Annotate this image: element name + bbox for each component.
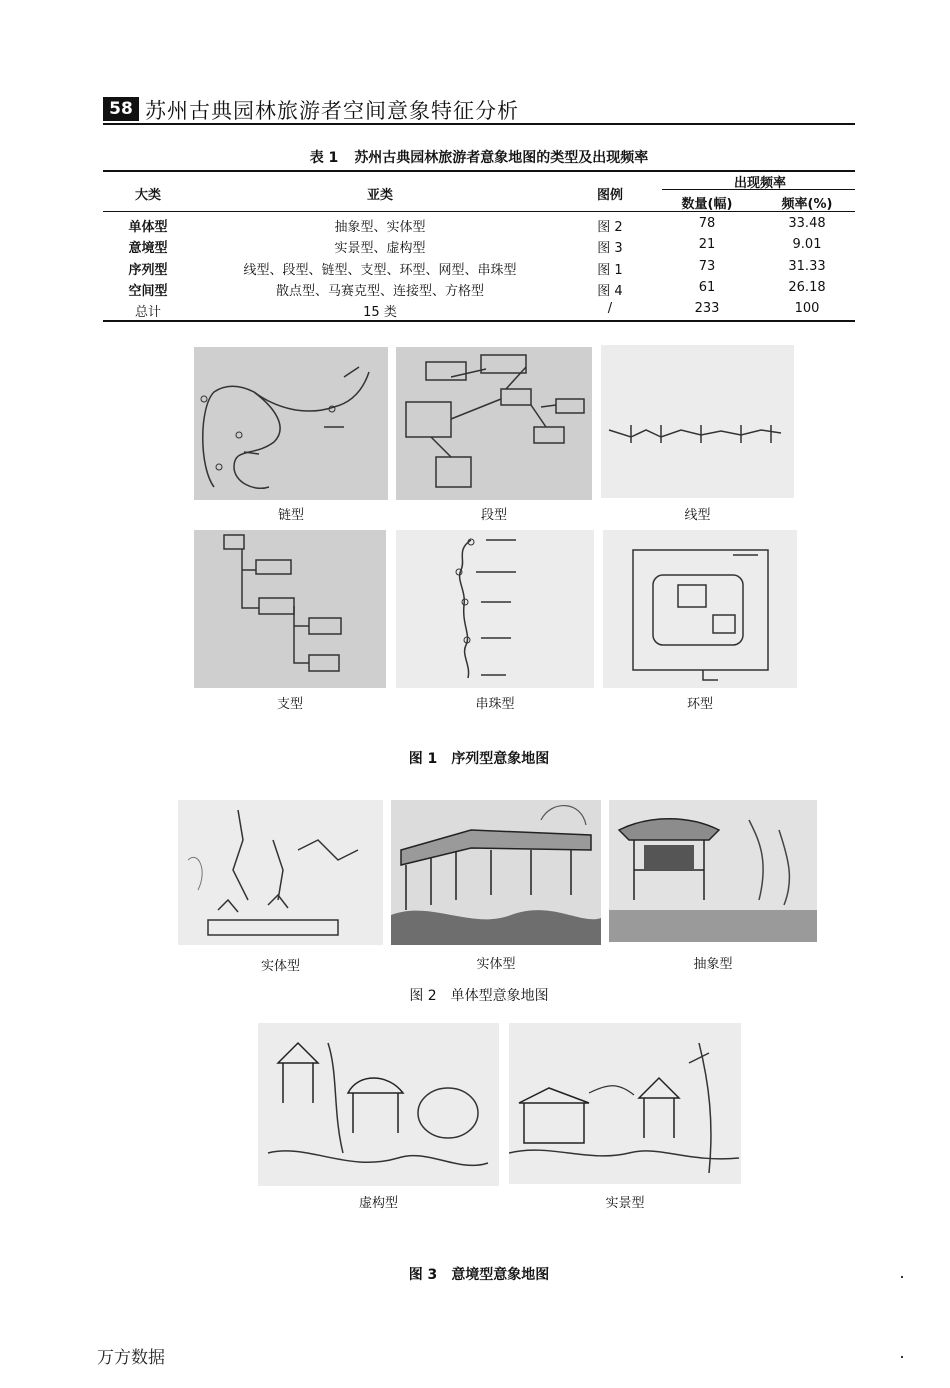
table-cell: 图 2 bbox=[597, 220, 623, 235]
sketch-panel-branch bbox=[194, 530, 386, 688]
beads-sketch bbox=[396, 530, 594, 688]
figure2-number: 图 2 bbox=[409, 988, 437, 1004]
table-cell: 单体型 bbox=[128, 220, 168, 235]
table-cell: 总计 bbox=[134, 305, 161, 320]
panel-label: 环型 bbox=[686, 697, 713, 712]
sketch-panel-chain bbox=[194, 347, 388, 500]
sketch-panel-beads bbox=[396, 530, 594, 688]
table-cell: 100 bbox=[794, 301, 820, 316]
table-cell: 9.01 bbox=[792, 237, 822, 252]
table-cell: / bbox=[607, 301, 613, 316]
panel-label: 实景型 bbox=[605, 1196, 645, 1211]
panel-label: 支型 bbox=[276, 697, 303, 712]
table-cell: 线型、段型、链型、支型、环型、网型、串珠型 bbox=[243, 263, 517, 278]
table-cell: 意境型 bbox=[128, 241, 168, 256]
figure2-title: 单体型意象地图 bbox=[450, 988, 549, 1004]
table-cell: 61 bbox=[698, 280, 716, 295]
table-cell: 31.33 bbox=[788, 259, 826, 274]
table-cell: 图 3 bbox=[597, 241, 623, 256]
figure3-number: 图 3 bbox=[408, 1267, 438, 1283]
col-header-count: 数量(幅) bbox=[681, 197, 733, 212]
figure3-caption bbox=[103, 1264, 855, 1284]
table-cell: 21 bbox=[698, 237, 716, 252]
line-sketch bbox=[601, 345, 794, 498]
table-title: 苏州古典园林旅游者意象地图的类型及出现频率 bbox=[354, 150, 649, 166]
sketch-panel-line bbox=[601, 345, 794, 498]
footer-watermark: 万方数据 bbox=[97, 1348, 165, 1368]
sketch-panel-solid-1 bbox=[178, 800, 383, 945]
page-number: 58 bbox=[103, 97, 139, 121]
chain-sketch bbox=[194, 347, 388, 500]
abstract-sketch bbox=[609, 800, 817, 942]
col-header-category: 大类 bbox=[134, 188, 161, 203]
table-cell: 26.18 bbox=[788, 280, 826, 295]
panel-label: 链型 bbox=[277, 508, 304, 523]
col-header-rate: 频率(%) bbox=[781, 197, 833, 212]
table-cell: 序列型 bbox=[128, 263, 168, 278]
frequency-table bbox=[0, 0, 950, 330]
table-cell: 73 bbox=[698, 259, 716, 274]
fictional-sketch bbox=[258, 1023, 499, 1186]
speck bbox=[901, 1276, 903, 1278]
realscene-sketch bbox=[509, 1023, 741, 1184]
panel-label: 虚构型 bbox=[358, 1196, 398, 1211]
figure2-caption bbox=[103, 985, 855, 1005]
table-bottom-rule bbox=[103, 320, 855, 322]
col-header-subcategory: 亚类 bbox=[366, 188, 393, 203]
solid-sketch-2 bbox=[391, 800, 601, 945]
panel-label: 实体型 bbox=[476, 957, 516, 972]
table-number: 表 1 bbox=[309, 150, 339, 166]
segment-sketch bbox=[396, 347, 592, 500]
sketch-panel-abstract bbox=[609, 800, 817, 942]
table-cell: 图 1 bbox=[597, 263, 623, 278]
solid-sketch-1 bbox=[178, 800, 383, 945]
figure1-number: 图 1 bbox=[408, 751, 438, 767]
panel-label: 串珠型 bbox=[475, 697, 515, 712]
sketch-panel-loop bbox=[603, 530, 797, 688]
table-cell: 图 4 bbox=[597, 284, 623, 299]
panel-label: 线型 bbox=[684, 508, 711, 523]
table-cell: 散点型、马赛克型、连接型、方格型 bbox=[275, 284, 484, 299]
branch-sketch bbox=[194, 530, 386, 688]
sketch-panel-fictional bbox=[258, 1023, 499, 1186]
sketch-panel-realscene bbox=[509, 1023, 741, 1184]
col-header-frequency: 出现频率 bbox=[733, 176, 786, 191]
speck bbox=[901, 1356, 903, 1358]
table-cell: 实景型、虚构型 bbox=[334, 241, 426, 256]
table-cell: 33.48 bbox=[788, 216, 826, 231]
sketch-panel-segment bbox=[396, 347, 592, 500]
table-cell: 233 bbox=[694, 301, 720, 316]
sketch-panel-solid-2 bbox=[391, 800, 601, 945]
figure1-caption bbox=[103, 748, 855, 768]
figure1-title: 序列型意象地图 bbox=[451, 751, 550, 767]
panel-label: 抽象型 bbox=[693, 957, 733, 972]
panel-label: 段型 bbox=[480, 508, 507, 523]
col-header-figure: 图例 bbox=[596, 188, 623, 203]
table-cell: 78 bbox=[698, 216, 716, 231]
table-cell: 抽象型、实体型 bbox=[334, 220, 426, 235]
running-title: 苏州古典园林旅游者空间意象特征分析 bbox=[145, 99, 519, 123]
table-cell: 空间型 bbox=[128, 284, 168, 299]
loop-sketch bbox=[603, 530, 797, 688]
table-cell: 15 类 bbox=[363, 305, 397, 320]
panel-label: 实体型 bbox=[260, 959, 300, 974]
figure3-title: 意境型意象地图 bbox=[451, 1267, 550, 1283]
